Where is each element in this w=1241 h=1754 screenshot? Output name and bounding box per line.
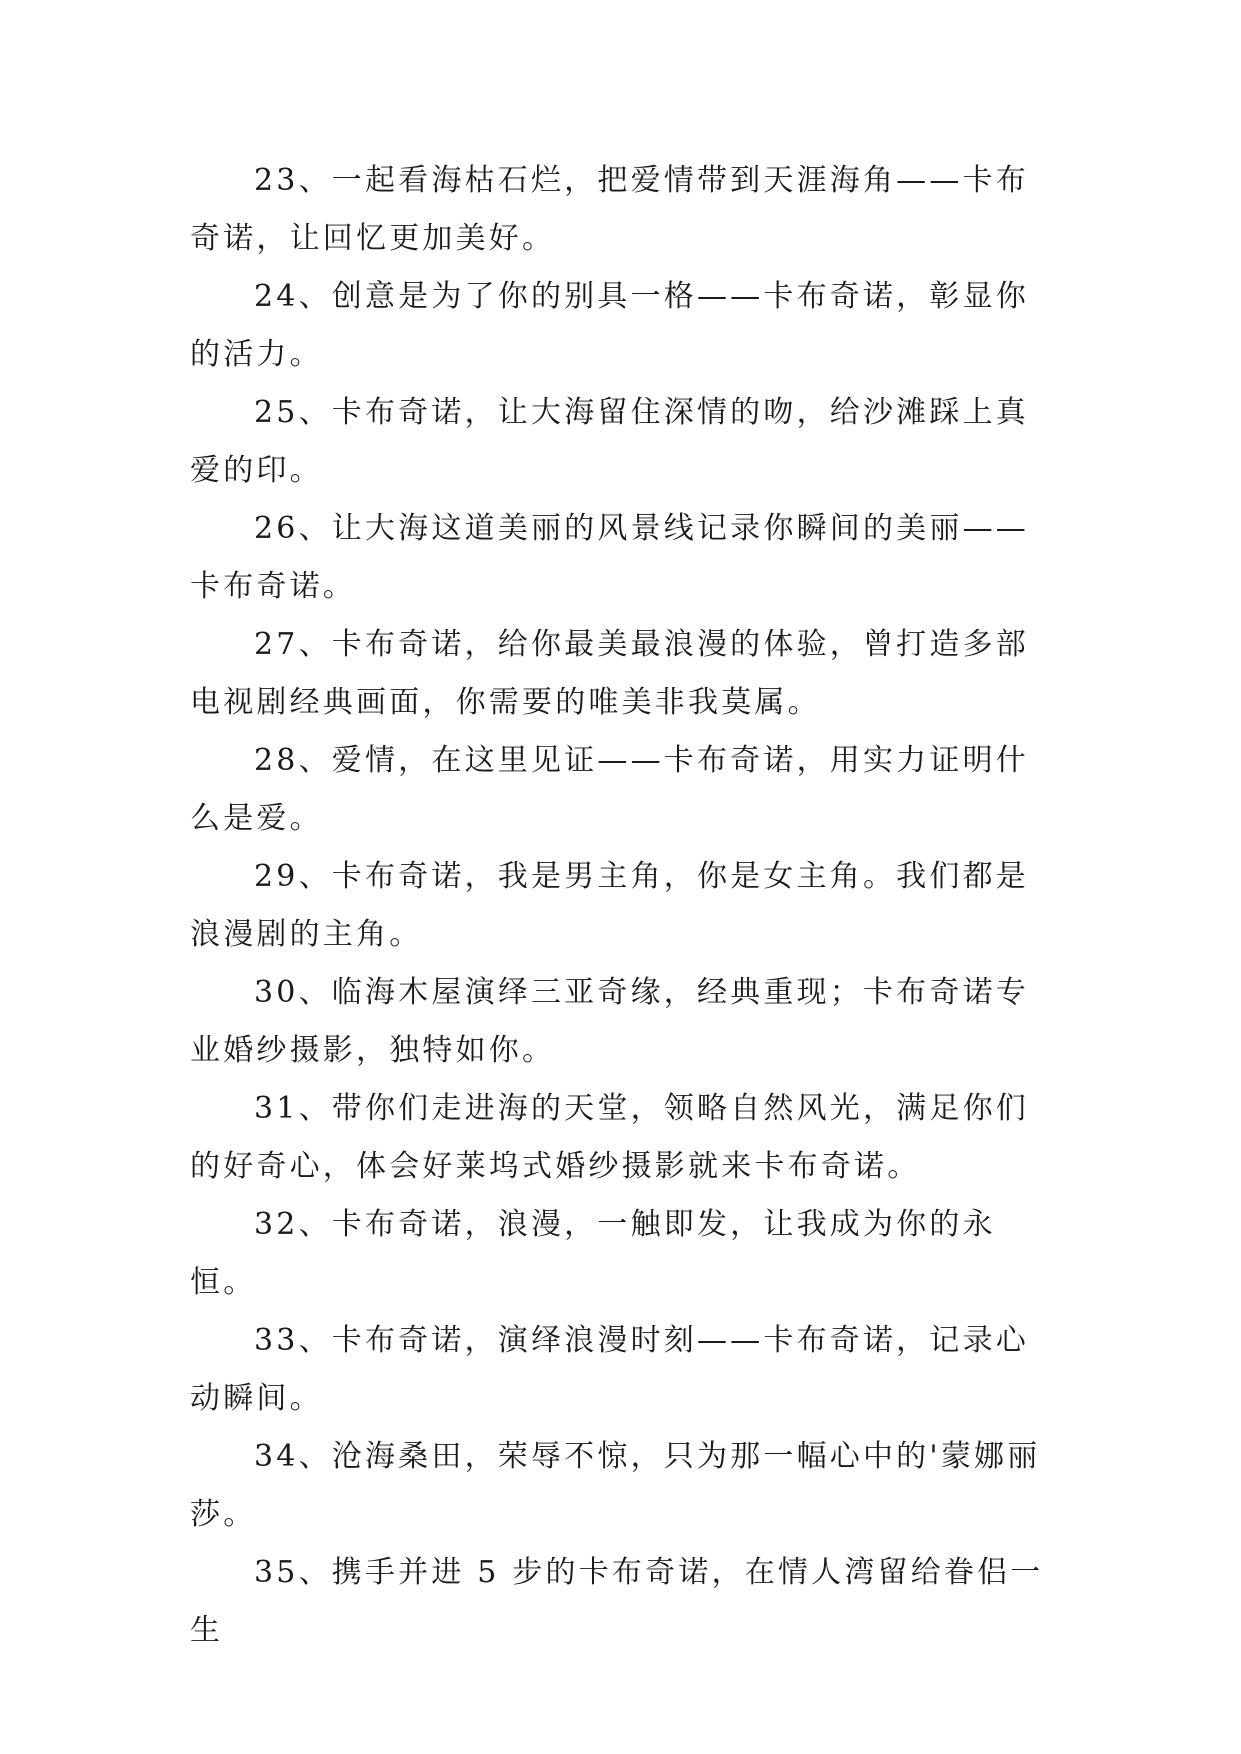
paragraph-24: 24、创意是为了你的别具一格——卡布奇诺，彰显你的活力。 — [190, 279, 1029, 372]
paragraph-27: 27、卡布奇诺，给你最美最浪漫的体验，曾打造多部电视剧经典画面，你需要的唯美非我莫属。 — [190, 627, 1029, 720]
paragraph-31: 31、带你们走进海的天堂，领略自然风光，满足你们的好奇心，体会好莱坞式婚纱摄影就来卡布奇诺。 — [190, 1091, 1029, 1184]
paragraph-35: 35、携手并进 5 步的卡布奇诺，在情人湾留给眷侣一生 — [190, 1555, 1044, 1648]
paragraph-32: 32、卡布奇诺，浪漫，一触即发，让我成为你的永恒。 — [190, 1207, 996, 1300]
paragraph-34: 34、沧海桑田，荣辱不惊，只为那一幅心中的'蒙娜丽莎。 — [190, 1439, 1041, 1532]
paragraph-25: 25、卡布奇诺，让大海留住深情的吻，给沙滩踩上真爱的印。 — [190, 395, 1029, 488]
paragraph-30: 30、临海木屋演绎三亚奇缘，经典重现；卡布奇诺专业婚纱摄影，独特如你。 — [190, 975, 1029, 1068]
paragraph-33: 33、卡布奇诺，演绎浪漫时刻——卡布奇诺，记录心动瞬间。 — [190, 1323, 1029, 1416]
paragraph-23: 23、一起看海枯石烂，把爱情带到天涯海角——卡布奇诺，让回忆更加美好。 — [190, 163, 1029, 256]
paragraph-28: 28、爱情，在这里见证——卡布奇诺，用实力证明什么是爱。 — [190, 743, 1029, 836]
paragraph-29: 29、卡布奇诺，我是男主角，你是女主角。我们都是浪漫剧的主角。 — [190, 859, 1029, 952]
paragraph-26: 26、让大海这道美丽的风景线记录你瞬间的美丽——卡布奇诺。 — [190, 511, 1029, 604]
document-body — [190, 152, 1050, 1660]
